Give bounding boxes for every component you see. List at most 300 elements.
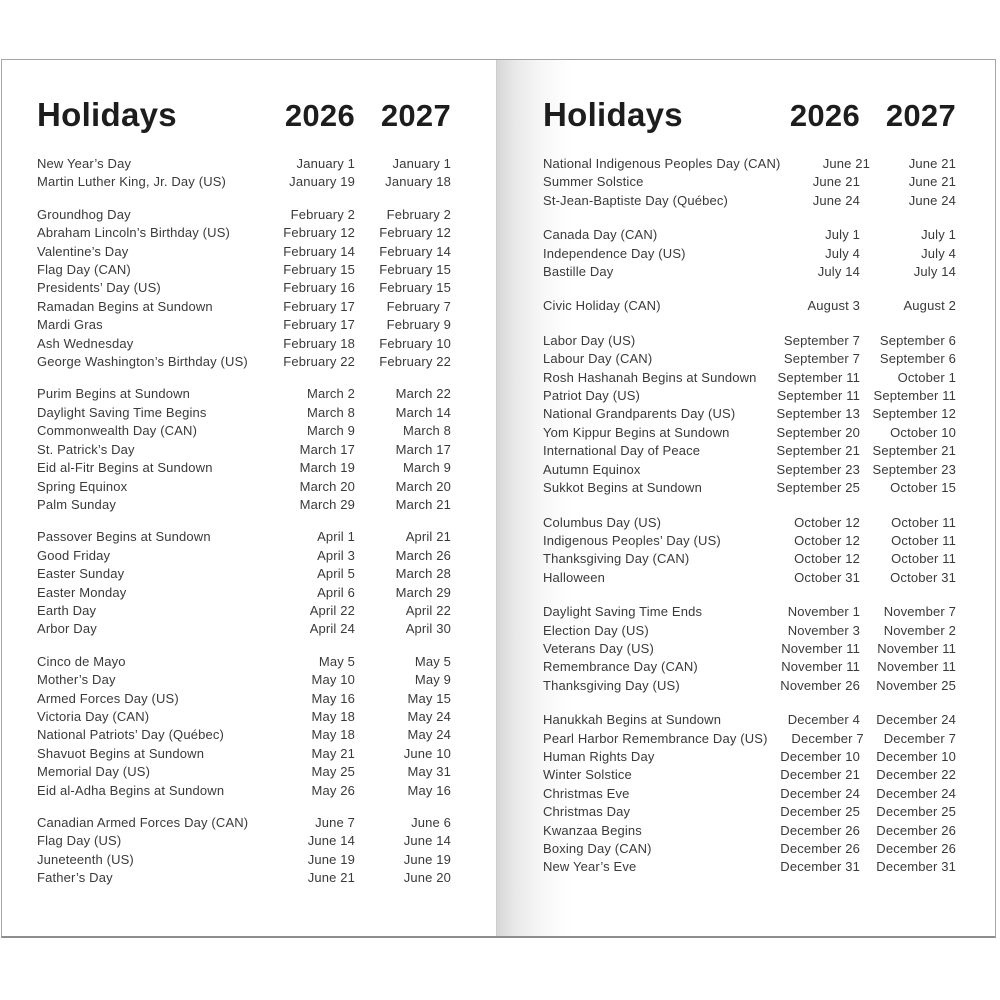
date-2027: December 22 — [876, 767, 956, 783]
holiday-row — [543, 245, 956, 263]
holiday-group — [37, 528, 451, 638]
date-2027: May 24 — [407, 727, 451, 743]
holiday-name: Palm Sunday — [37, 496, 116, 512]
date-2026: March 17 — [299, 441, 355, 457]
holiday-group — [37, 385, 451, 514]
page-right-header — [543, 96, 956, 134]
holiday-row — [37, 335, 451, 353]
holiday-name: Bastille Day — [543, 264, 614, 280]
holiday-name: Shavuot Begins at Sundown — [37, 745, 205, 761]
date-2027: May 16 — [407, 782, 451, 798]
holiday-name: Flag Day (CAN) — [37, 262, 131, 278]
date-2026: May 25 — [311, 764, 355, 780]
holiday-row — [37, 298, 451, 316]
date-2026: December 7 — [791, 730, 864, 746]
date-2026: April 1 — [317, 529, 355, 545]
date-2027: February 9 — [386, 317, 451, 333]
date-2027: March 22 — [395, 386, 451, 402]
holiday-row — [543, 569, 956, 587]
holiday-name: Independence Day (US) — [543, 245, 686, 261]
date-2026: September 13 — [776, 406, 860, 422]
holiday-name: Summer Solstice — [543, 174, 644, 190]
date-2026: July 14 — [817, 264, 860, 280]
holiday-name: Eid al-Adha Begins at Sundown — [37, 782, 225, 798]
holiday-name: Christmas Day — [543, 804, 631, 820]
date-2027: April 21 — [405, 529, 451, 545]
date-2027: September 23 — [872, 461, 956, 477]
holiday-row — [37, 832, 451, 850]
date-2026: June 21 — [307, 870, 355, 886]
holiday-name: Civic Holiday (CAN) — [543, 298, 661, 314]
holiday-row — [543, 785, 956, 803]
date-2027: November 25 — [876, 677, 956, 693]
holiday-name: Arbor Day — [37, 621, 97, 637]
holiday-name: Canadian Armed Forces Day (CAN) — [37, 815, 249, 830]
holiday-name: Juneteenth (US) — [37, 851, 134, 867]
holiday-row — [37, 243, 451, 261]
holiday-row — [543, 840, 956, 858]
date-2026: February 14 — [283, 243, 355, 259]
date-2027: May 9 — [414, 672, 451, 688]
holiday-name: Labour Day (CAN) — [543, 351, 653, 367]
page-right — [496, 60, 995, 936]
holiday-name: Earth Day — [37, 602, 97, 618]
date-2027: August 2 — [903, 298, 956, 314]
holiday-row — [543, 822, 956, 840]
holiday-row — [37, 708, 451, 726]
date-2026: June 14 — [307, 833, 355, 849]
holiday-group — [543, 155, 956, 210]
holiday-name: Presidents’ Day (US) — [37, 280, 161, 296]
holiday-group — [543, 603, 956, 695]
holiday-row — [37, 565, 451, 583]
holiday-name: Eid al-Fitr Begins at Sundown — [37, 460, 213, 476]
holiday-row — [543, 479, 956, 497]
holiday-group — [543, 711, 956, 877]
date-2027: June 24 — [908, 192, 956, 208]
holiday-row — [37, 528, 451, 546]
holiday-name: New Year’s Day — [37, 156, 132, 171]
holiday-row — [543, 226, 956, 244]
holiday-row — [543, 369, 956, 387]
holiday-row — [37, 279, 451, 297]
date-2027: October 10 — [890, 424, 956, 440]
date-2026: February 18 — [283, 335, 355, 351]
holiday-row — [37, 602, 451, 620]
holiday-row — [37, 620, 451, 638]
page-left — [2, 60, 496, 936]
date-2027: April 30 — [405, 621, 451, 637]
date-2026: February 22 — [283, 354, 355, 370]
date-2026: May 16 — [311, 690, 355, 706]
holiday-list — [37, 155, 451, 888]
date-2027: July 1 — [921, 227, 956, 243]
holiday-row — [543, 387, 956, 405]
date-2027: February 7 — [386, 298, 451, 314]
holiday-row — [543, 173, 956, 191]
holiday-name: George Washington’s Birthday (US) — [37, 354, 248, 370]
holiday-row — [543, 803, 956, 821]
date-2026: February 12 — [283, 225, 355, 241]
holiday-row — [37, 353, 451, 371]
holiday-name: Kwanzaa Begins — [543, 822, 642, 838]
date-2027: March 26 — [395, 547, 451, 563]
date-2026: April 22 — [309, 602, 355, 618]
date-2026: April 3 — [317, 547, 355, 563]
date-2027: June 6 — [411, 815, 451, 830]
holiday-name: Rosh Hashanah Begins at Sundown — [543, 369, 757, 385]
holiday-group — [543, 514, 956, 588]
holiday-row — [37, 496, 451, 514]
holiday-name: Easter Monday — [37, 584, 127, 600]
holiday-row — [37, 316, 451, 334]
holiday-name: National Indigenous Peoples Day (CAN) — [543, 156, 781, 171]
holiday-row — [37, 690, 451, 708]
holiday-row — [37, 206, 451, 224]
date-2026: September 11 — [777, 388, 860, 404]
date-2026: February 16 — [283, 280, 355, 296]
holiday-name: Victoria Day (CAN) — [37, 708, 150, 724]
date-2027: June 21 — [908, 174, 956, 190]
holiday-row — [543, 532, 956, 550]
date-2026: April 5 — [317, 566, 355, 582]
date-2026: November 11 — [781, 640, 860, 656]
date-2026: October 12 — [794, 514, 860, 530]
date-2026: May 26 — [311, 782, 355, 798]
holiday-row — [37, 547, 451, 565]
holiday-row — [543, 640, 956, 658]
holiday-name: Canada Day (CAN) — [543, 227, 658, 243]
date-2026: September 20 — [776, 424, 860, 440]
date-2027: October 31 — [890, 569, 956, 585]
date-2027: December 25 — [876, 804, 956, 820]
holiday-group — [543, 332, 956, 498]
holiday-name: Ash Wednesday — [37, 335, 134, 351]
holiday-row — [543, 155, 956, 173]
holiday-row — [37, 173, 451, 191]
holiday-row — [37, 653, 451, 671]
holiday-name: Purim Begins at Sundown — [37, 386, 191, 402]
holiday-row — [543, 730, 956, 748]
holiday-name: Indigenous Peoples’ Day (US) — [543, 532, 721, 548]
date-2026: May 18 — [311, 727, 355, 743]
date-2026: February 17 — [283, 298, 355, 314]
holiday-name: Mother’s Day — [37, 672, 116, 688]
holiday-name: Flag Day (US) — [37, 833, 122, 849]
date-2026: May 21 — [311, 745, 355, 761]
date-2027: June 20 — [403, 870, 451, 886]
holiday-name: Sukkot Begins at Sundown — [543, 480, 702, 496]
date-2027: March 21 — [395, 496, 451, 512]
holiday-row — [543, 263, 956, 281]
holiday-name: Remembrance Day (CAN) — [543, 659, 698, 675]
holiday-row — [543, 766, 956, 784]
date-2026: January 1 — [296, 156, 355, 171]
holiday-name: Passover Begins at Sundown — [37, 529, 211, 545]
holiday-name: St-Jean-Baptiste Day (Québec) — [543, 192, 728, 208]
holiday-row — [37, 782, 451, 800]
date-2027: June 21 — [908, 156, 956, 171]
date-2027: July 14 — [913, 264, 956, 280]
holiday-row — [543, 332, 956, 350]
holiday-name: Thanksgiving Day (US) — [543, 677, 680, 693]
holiday-row — [37, 851, 451, 869]
holiday-row — [543, 442, 956, 460]
date-2026: December 10 — [780, 748, 860, 764]
holiday-name: Veterans Day (US) — [543, 640, 654, 656]
date-2027: February 2 — [386, 206, 451, 222]
date-2026: October 31 — [794, 569, 860, 585]
holiday-name: Groundhog Day — [37, 206, 131, 222]
date-2026: May 18 — [311, 708, 355, 724]
date-2027: June 10 — [403, 745, 451, 761]
holiday-row — [543, 711, 956, 729]
holiday-name: Martin Luther King, Jr. Day (US) — [37, 174, 227, 190]
date-2026: March 19 — [299, 460, 355, 476]
holiday-row — [543, 677, 956, 695]
holiday-group — [37, 814, 451, 888]
date-2027: December 24 — [876, 712, 956, 728]
date-2027: October 11 — [891, 551, 956, 567]
holiday-name: St. Patrick’s Day — [37, 441, 135, 457]
holiday-name: Armed Forces Day (US) — [37, 690, 179, 706]
holiday-name: Mardi Gras — [37, 317, 103, 333]
date-2027: May 15 — [407, 690, 451, 706]
date-2026: November 26 — [780, 677, 860, 693]
date-2027: July 4 — [921, 245, 956, 261]
holiday-name: Daylight Saving Time Begins — [37, 404, 207, 420]
date-2026: June 21 — [812, 174, 860, 190]
date-2027: November 2 — [883, 622, 956, 638]
holiday-group — [37, 155, 451, 192]
date-2026: June 24 — [812, 192, 860, 208]
holiday-name: Thanksgiving Day (CAN) — [543, 551, 690, 567]
date-2026: September 7 — [783, 332, 860, 348]
date-2026: May 10 — [311, 672, 355, 688]
holiday-name: National Patriots’ Day (Québec) — [37, 727, 224, 743]
date-2027: March 9 — [402, 460, 451, 476]
date-2027: March 29 — [395, 584, 451, 600]
holiday-name: Ramadan Begins at Sundown — [37, 298, 213, 314]
holiday-name: Patriot Day (US) — [543, 388, 641, 404]
date-2027: January 1 — [392, 156, 451, 171]
page-left-header — [37, 96, 451, 134]
holiday-name: Commonwealth Day (CAN) — [37, 423, 198, 439]
holiday-row — [543, 297, 956, 315]
date-2026: September 25 — [776, 480, 860, 496]
date-2027: February 22 — [379, 354, 451, 370]
holiday-group — [543, 226, 956, 281]
holiday-name: International Day of Peace — [543, 443, 701, 459]
date-2027: December 26 — [876, 822, 956, 838]
holiday-row — [37, 745, 451, 763]
date-2026: September 23 — [776, 461, 860, 477]
holiday-name: Good Friday — [37, 547, 111, 563]
date-2027: March 14 — [395, 404, 451, 420]
date-2026: March 29 — [299, 496, 355, 512]
date-2026: December 25 — [780, 804, 860, 820]
holiday-row — [37, 155, 451, 173]
holiday-row — [37, 404, 451, 422]
holiday-name: Autumn Equinox — [543, 461, 641, 477]
date-2027: May 31 — [407, 764, 451, 780]
holiday-name: Labor Day (US) — [543, 332, 636, 348]
date-2026: February 17 — [283, 317, 355, 333]
date-2027: November 7 — [883, 604, 956, 620]
holiday-name: Cinco de Mayo — [37, 653, 126, 669]
holiday-row — [37, 763, 451, 781]
date-2026: March 9 — [306, 423, 355, 439]
date-2027: February 14 — [379, 243, 451, 259]
date-2027: January 18 — [385, 174, 451, 190]
date-2027: December 31 — [876, 859, 956, 875]
date-2027: December 7 — [883, 730, 956, 746]
date-2026: March 2 — [306, 386, 355, 402]
date-2026: December 4 — [787, 712, 860, 728]
date-2027: September 21 — [872, 443, 956, 459]
date-2027: December 10 — [876, 748, 956, 764]
date-2027: November 11 — [877, 659, 956, 675]
holiday-name: Abraham Lincoln’s Birthday (US) — [37, 225, 230, 241]
holiday-name: Father’s Day — [37, 870, 113, 886]
date-2026: June 7 — [315, 815, 355, 830]
holiday-name: Memorial Day (US) — [37, 764, 151, 780]
holiday-row — [543, 461, 956, 479]
holiday-row — [543, 658, 956, 676]
date-2027: June 19 — [403, 851, 451, 867]
holiday-row — [543, 748, 956, 766]
date-2026: March 20 — [299, 478, 355, 494]
holiday-name: Human Rights Day — [543, 748, 655, 764]
holiday-group — [37, 653, 451, 800]
date-2026: January 19 — [289, 174, 355, 190]
date-2027: September 6 — [879, 351, 956, 367]
date-2026: June 19 — [307, 851, 355, 867]
holiday-row — [543, 550, 956, 568]
year-column-2027: 2027 — [380, 98, 451, 133]
date-2026: December 26 — [780, 841, 860, 856]
year-column-2026: 2026 — [284, 98, 355, 133]
holiday-name: New Year’s Eve — [543, 859, 637, 875]
holiday-row — [543, 622, 956, 640]
date-2027: November 11 — [877, 640, 956, 656]
holiday-row — [37, 869, 451, 887]
date-2027: October 11 — [891, 514, 956, 530]
holiday-row — [37, 584, 451, 602]
year-column-2026: 2026 — [789, 98, 860, 133]
holiday-row — [543, 424, 956, 442]
holiday-name: Valentine’s Day — [37, 243, 129, 259]
holiday-name: Columbus Day (US) — [543, 514, 662, 530]
date-2026: February 2 — [290, 206, 355, 222]
date-2027: December 24 — [876, 785, 956, 801]
date-2027: June 14 — [403, 833, 451, 849]
holiday-name: Winter Solstice — [543, 767, 632, 783]
holiday-row — [37, 224, 451, 242]
date-2026: December 26 — [780, 822, 860, 838]
holiday-row — [543, 405, 956, 423]
holiday-name: Hanukkah Begins at Sundown — [543, 712, 722, 728]
date-2026: February 15 — [283, 262, 355, 278]
date-2026: November 11 — [781, 659, 860, 675]
date-2027: May 5 — [414, 653, 451, 669]
date-2026: November 1 — [787, 604, 860, 620]
date-2027: March 20 — [395, 478, 451, 494]
date-2027: February 10 — [379, 335, 451, 351]
date-2026: July 4 — [825, 245, 860, 261]
holiday-row — [37, 459, 451, 477]
holiday-row — [543, 603, 956, 621]
date-2026: June 21 — [822, 156, 871, 171]
date-2026: April 6 — [317, 584, 355, 600]
date-2026: December 24 — [780, 785, 860, 801]
holiday-row — [543, 192, 956, 210]
date-2027: October 11 — [891, 532, 956, 548]
date-2026: April 24 — [309, 621, 355, 637]
date-2026: July 1 — [825, 227, 860, 243]
date-2026: August 3 — [807, 298, 860, 314]
date-2027: December 26 — [876, 841, 956, 856]
date-2027: September 6 — [879, 332, 956, 348]
holiday-name: Boxing Day (CAN) — [543, 841, 652, 856]
holiday-row — [37, 478, 451, 496]
holiday-row — [37, 726, 451, 744]
holiday-name: Pearl Harbor Remembrance Day (US) — [543, 730, 768, 746]
holiday-name: Daylight Saving Time Ends — [543, 604, 703, 620]
holiday-name: Spring Equinox — [37, 478, 128, 494]
holiday-row — [37, 814, 451, 832]
holiday-row — [543, 858, 956, 876]
holiday-row — [37, 385, 451, 403]
holiday-group — [543, 297, 956, 315]
holiday-row — [37, 441, 451, 459]
date-2026: November 3 — [787, 622, 860, 638]
date-2026: September 11 — [777, 369, 860, 385]
holiday-row — [543, 514, 956, 532]
holiday-row — [37, 671, 451, 689]
holiday-row — [37, 261, 451, 279]
date-2026: September 7 — [783, 351, 860, 367]
date-2027: February 15 — [379, 280, 451, 296]
holiday-row — [543, 350, 956, 368]
date-2026: December 21 — [780, 767, 860, 783]
holiday-group — [37, 206, 451, 372]
year-column-2027: 2027 — [885, 98, 956, 133]
date-2027: April 22 — [405, 602, 451, 618]
date-2027: March 17 — [395, 441, 451, 457]
holiday-name: Election Day (US) — [543, 622, 649, 638]
date-2027: September 11 — [873, 388, 956, 404]
date-2027: May 24 — [407, 708, 451, 724]
page-title: Holidays — [37, 96, 177, 133]
date-2027: February 15 — [379, 262, 451, 278]
date-2027: October 15 — [890, 480, 956, 496]
date-2026: December 31 — [780, 859, 860, 875]
date-2026: October 12 — [794, 551, 860, 567]
holiday-row — [37, 422, 451, 440]
date-2026: May 5 — [318, 653, 355, 669]
date-2026: September 21 — [776, 443, 860, 459]
date-2026: October 12 — [794, 532, 860, 548]
holiday-name: Christmas Eve — [543, 785, 630, 801]
holiday-list — [543, 155, 956, 877]
date-2027: October 1 — [897, 369, 956, 385]
date-2027: March 8 — [402, 423, 451, 439]
date-2027: March 28 — [395, 566, 451, 582]
page-title: Holidays — [543, 96, 683, 133]
holiday-name: Yom Kippur Begins at Sundown — [543, 424, 730, 440]
date-2027: February 12 — [379, 225, 451, 241]
